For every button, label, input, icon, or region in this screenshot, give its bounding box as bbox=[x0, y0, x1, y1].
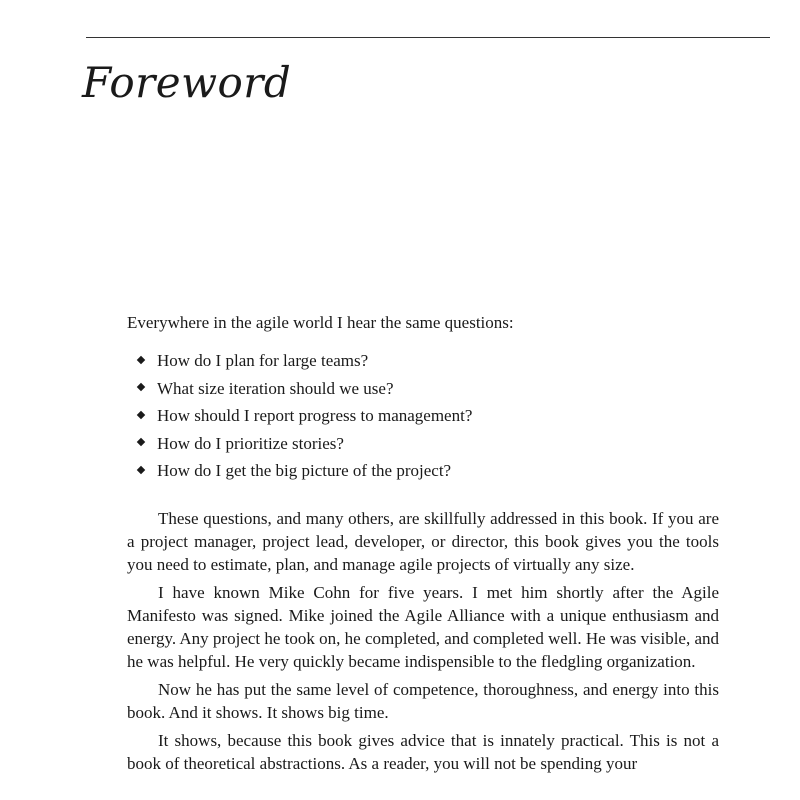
body-text bbox=[127, 311, 719, 780]
question-text: What size iteration should we use? bbox=[157, 378, 394, 398]
diamond-bullet-icon bbox=[137, 383, 145, 391]
header-rule bbox=[86, 37, 770, 38]
question-item bbox=[127, 404, 719, 432]
question-text: How do I prioritize stories? bbox=[157, 433, 344, 453]
paragraph: Now he has put the same level of competence, thoroughness, and energy into this book. And it shows. It shows big time. bbox=[127, 679, 719, 722]
paragraph: These questions, and many others, are skillfully addressed in this book. If you are a project manager, project lead, developer, or director, this book gives you the tools you need to estimate, plan, and manage agile projects of virtually any size. bbox=[127, 508, 719, 574]
question-text: How do I plan for large teams? bbox=[157, 351, 369, 370]
question-text: How do I get the big picture of the project? bbox=[157, 461, 452, 480]
chapter-title: Foreword bbox=[82, 58, 292, 107]
diamond-bullet-icon bbox=[137, 410, 145, 418]
question-text: How should I report progress to management? bbox=[157, 406, 473, 425]
question-item bbox=[127, 459, 719, 487]
question-item bbox=[127, 349, 719, 377]
diamond-bullet-icon bbox=[137, 465, 145, 473]
question-item bbox=[127, 377, 719, 405]
question-item bbox=[127, 432, 719, 460]
paragraph: I have known Mike Cohn for five years. I met him shortly after the Agile Manifesto was signed. Mike joined the Agile Alliance with a unique enthusiasm and energy. Any project he took on, he completed, and completed well. He was visible, and he was helpful. He very quickly became indispensible to the fledgling organization. bbox=[127, 582, 720, 671]
paragraph: It shows, because this book gives advice that is innately practical. This is not a book of theoretical abstractions. As a reader, you will not be spending your bbox=[127, 730, 719, 773]
question-list bbox=[127, 349, 719, 487]
diamond-bullet-icon bbox=[137, 438, 145, 446]
intro-line: Everywhere in the agile world I hear the same questions: bbox=[127, 313, 514, 332]
diamond-bullet-icon bbox=[137, 355, 145, 363]
